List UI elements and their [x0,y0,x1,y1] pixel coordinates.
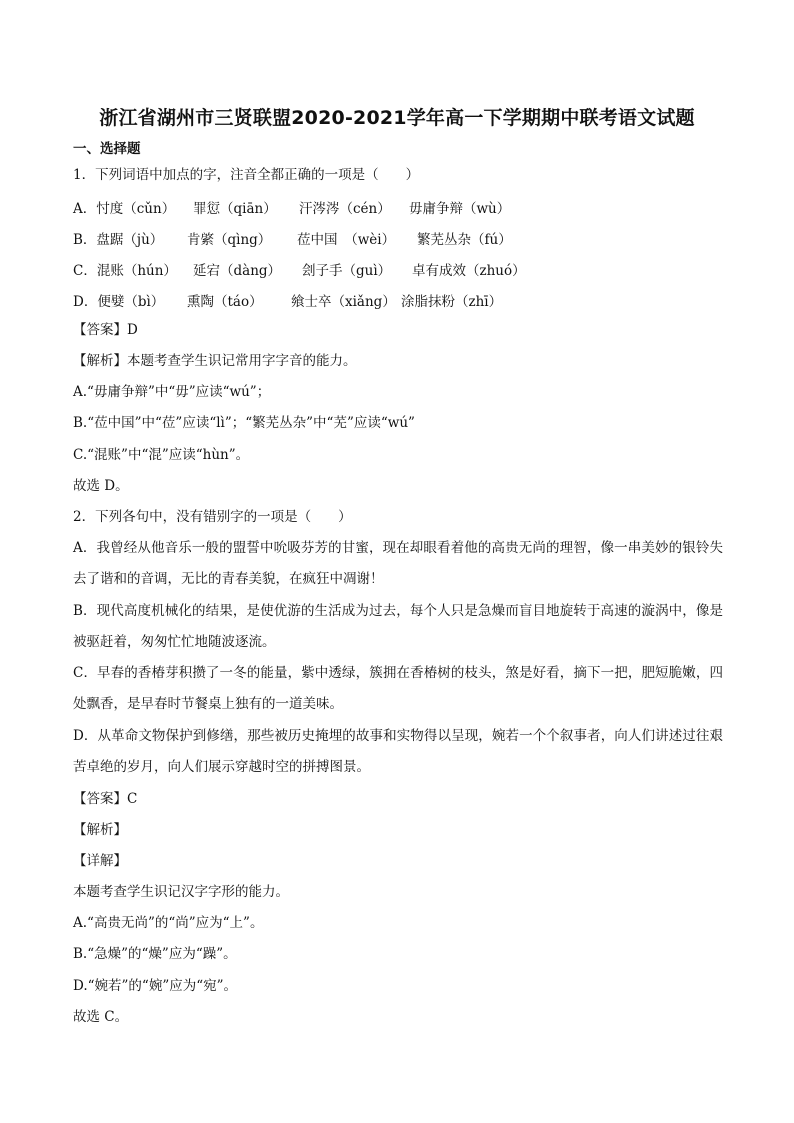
option-c-word-4: 卓有成效（zhuó） [412,263,526,279]
question-1-answer: 【答案】D [73,322,138,338]
option-a-word-2: 罪愆（qiān） [193,201,277,217]
question-2-option-c: C．早春的香椿芽积攒了一冬的能量，紫中透绿，簇拥在香椿树的枝头，煞是好看，摘下一把，肥短脆嫩，四处飘香，是早春时节餐桌上独有的一道美味。 [73,665,723,712]
option-d-word-3: 飨士卒（xiǎng） [291,294,396,310]
section-heading: 一、选择题 [73,141,141,157]
option-b-word-3: 莅中国 （wèi） [297,232,396,248]
option-b-word-1: B．盘踞（jù） [73,232,164,248]
question-2-analysis: 【解析】 [73,822,127,838]
question-2-detail-line: A.“高贵无尚”的“尚”应为“上”。 [73,915,264,931]
question-1-stem: 1．下列词语中加点的字，注音全都正确的一项是（ ） [73,167,420,183]
option-d-word-1: D．便嬖（bì） [73,294,165,310]
question-2-answer: 【答案】C [73,791,138,807]
option-c-word-2: 延宕（dàng） [193,263,282,279]
question-2-option-b: B．现代高度机械化的结果，是使优游的生活成为过去，每个人只是急燥而盲目地旋转于高速的漩涡中，像是被驱赶着，匆匆忙忙地随波逐流。 [73,603,723,650]
page-title: 浙江省湖州市三贤联盟2020-2021学年高一下学期期中联考语文试题 [99,107,695,129]
question-1-analysis-line: C.“混账”中“混”应读“hùn”。 [73,447,250,463]
option-d-word-4: 涂脂抹粉（zhī） [401,294,503,310]
question-2-stem: 2．下列各句中，没有错别字的一项是（ ） [73,509,352,525]
option-d-word-2: 熏陶（táo） [187,294,263,310]
question-1-analysis: 【解析】本题考查学生识记常用字字音的能力。 [73,353,357,369]
question-1-analysis-line: B.“莅中国”中“莅”应读“lì”；“繁芜丛杂”中“芜”应读“wú” [73,415,415,431]
option-a-word-4: 毋庸争辩（wù） [409,201,511,217]
question-2-option-a: A．我曾经从他音乐一般的盟誓中吮吸芬芳的甘蜜，现在却眼看着他的高贵无尚的理智，像一串美妙的银铃失去了谐和的音调，无比的青春美貌，在疯狂中凋谢！ [73,540,723,587]
question-1-analysis-line: 故选 D。 [73,478,129,494]
question-2-detail-line: D.“婉若”的“婉”应为“宛”。 [73,978,238,994]
question-2-detail: 【详解】 [73,853,127,869]
option-a-word-1: A．忖度（cǔn） [73,201,176,217]
option-b-word-4: 繁芜丛杂（fú） [417,232,512,248]
question-2-detail-line: B.“急燥”的“燥”应为“躁”。 [73,946,237,962]
question-1-analysis-line: A.“毋庸争辩”中“毋”应读“wú”； [73,384,271,400]
question-2-option-d: D．从革命文物保护到修缮，那些被历史掩埋的故事和实物得以呈现，婉若一个个叙事者，向人们讲述过往艰苦卓绝的岁月，向人们展示穿越时空的拼搏图景。 [73,728,723,775]
question-2-detail-line: 本题考查学生识记汉字字形的能力。 [73,884,289,900]
option-c-word-1: C．混账（hún） [73,263,177,279]
question-2-detail-line: 故选 C。 [73,1009,129,1025]
option-c-word-3: 刽子手（guì） [302,263,392,279]
option-b-word-2: 肯綮（qìng） [187,232,272,248]
option-a-word-3: 汗涔涔（cén） [299,201,391,217]
